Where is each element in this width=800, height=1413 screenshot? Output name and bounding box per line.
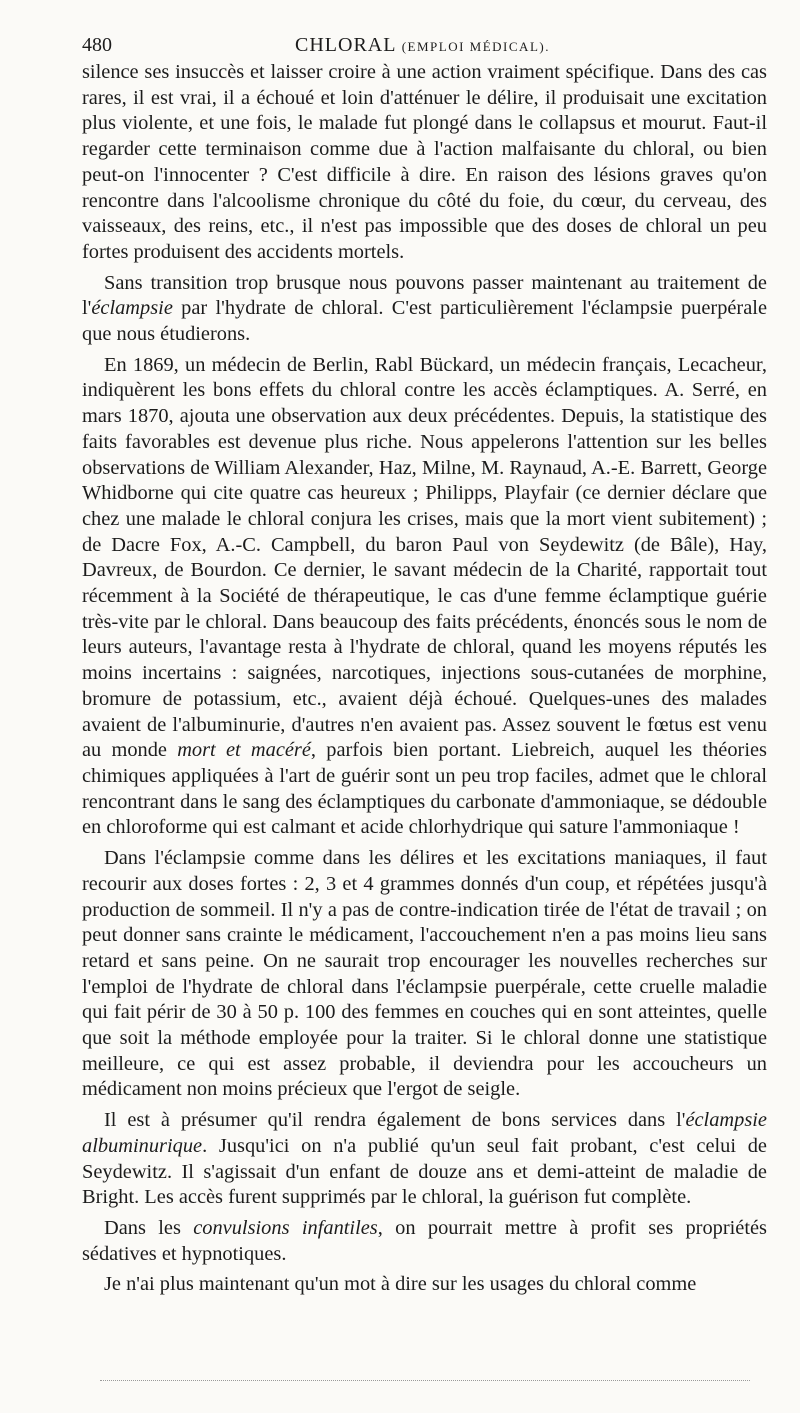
paragraph (82, 60, 767, 266)
text-run: En 1869, un médecin de Berlin, Rabl Bückard, un médecin français, Lecacheur, indiquèrent les bons effets du chloral contre les accès éclamptiques. A. Serré, en mars 1870, ajouta une observation aux deux précédentes. Depuis, la statistique des faits favorables est devenue plus riche. Nous appelerons l'attention sur les belles observations de William Alexander, Haz, Milne, M. Raynaud, A.-E. Barrett, George Whidborne qui cite quatre cas heureux ; Philipps, Playfair (ce dernier déclare que chez une malade le chloral conjura les crises, mais que la mort vient subitement) ; de Dacre Fox, A.-C. Campbell, du baron Paul von Seydewitz (de Bâle), Hay, Davreux, de Bourdon. Ce dernier, le savant médecin de la Charité, rapportait tout récemment à la Société de thérapeutique, le cas d'une femme éclamptique guérie très-vite par le chloral. Dans beaucoup des faits précédents, énoncés sous le nom de leurs auteurs, l'avantage resta à l'hydrate de chloral, quand les moyens réputés les moins incertains : saignées, narcotiques, injections sous-cutanées de morphine, bromure de potassium, etc., avaient déjà échoué. Quelques-unes des malades avaient de l'albuminurie, d'autres n'en avaient pas. Assez souvent le fœtus est venu au monde (82, 353, 767, 762)
text-run: Dans les (104, 1216, 194, 1239)
page-number: 480 (82, 34, 112, 56)
page-body (82, 60, 767, 1298)
text-run: Sans transition trop brusque nous pouvons passer maintenant au traitement de l' (82, 271, 767, 320)
footer-rule (100, 1380, 750, 1381)
italic-term: éclampsie albuminurique (82, 1109, 767, 1157)
paragraph (82, 1108, 767, 1211)
text-run: , parfois bien portant. Liebreich, auquel les théories chimiques appliquées à l'art de guérir sont un peu trop faciles, admet que le chloral rencontrant dans le sang des éclamptiques du carbonate d'ammoniaque, se dédouble en chloroforme qui est calmant et acide chlorhydrique qui sature l'ammoniaque ! (82, 739, 767, 839)
text-run: Dans l'éclampsie comme dans les délires et les excitations maniaques, il faut recourir aux doses fortes : 2, 3 et 4 grammes donnés d'un coup, et répétées jusqu'à production de sommeil. Il n'y a pas de contre-indication tirée de l'état de travail ; on peut donner sans crainte le médicament, l'accouchement n'en a pas moins lieu sans retard et sans peine. On ne saurait trop encourager les nouvelles recherches sur l'emploi de l'hydrate de chloral dans l'éclampsie puerpérale, cette cruelle maladie qui fait périr de 30 à 50 p. 100 des femmes en couches qui en sont atteintes, quelle que soit la méthode employée pour la traiter. Si le chloral donne une statistique meilleure, ce qui est assez probable, il deviendra pour les accoucheurs un médicament non moins précieux que l'ergot de seigle. (82, 847, 767, 1101)
paragraph (82, 1272, 767, 1298)
italic-term: éclampsie (91, 297, 173, 320)
text-run: silence ses insuccès et laisser croire à une action vraiment spécifique. Dans des cas rares, il est vrai, il a échoué et loin d'atténuer le délire, il produisait une excitation plus violente, et une fois, le malade fut plongé dans le collapsus et mourut. Faut-il regarder cette terminaison comme due à l'action malfaisante du chloral, ou bien peut-on l'innocenter ? C'est difficile à dire. En raison des lésions graves qu'on rencontre dans l'alcoolisme chronique du côté du foie, du cœur, du cerveau, des vaisseaux, des reins, etc., il n'est pas impossible que des doses de chloral un peu fortes produisent des accidents mortels. (82, 61, 767, 263)
italic-term: convulsions infantiles (193, 1216, 378, 1239)
text-run: , on pourrait mettre à profit ses propriétés sédatives et hypnotiques. (82, 1216, 767, 1265)
paragraph (82, 846, 767, 1103)
running-title (295, 34, 550, 57)
running-title-main: CHLORAL (295, 34, 396, 56)
paragraph (82, 353, 767, 841)
text-run: . Jusqu'ici on n'a publié qu'un seul fait probant, c'est celui de Seydewitz. Il s'agissait d'un enfant de douze ans et demi-atteint de maladie de Bright. Les accès furent supprimés par le chloral, la guérison fut complète. (82, 1134, 767, 1209)
text-run: par l'hydrate de chloral. C'est particulièrement l'éclampsie puerpérale que nous étudierons. (82, 297, 767, 346)
running-header (82, 30, 767, 60)
paragraph (82, 271, 767, 348)
text-run: Je n'ai plus maintenant qu'un mot à dire sur les usages du chloral comme (104, 1273, 697, 1296)
text-run: Il est à présumer qu'il rendra également de bons services dans l' (104, 1109, 686, 1132)
running-title-subtitle: (EMPLOI MÉDICAL). (401, 39, 550, 54)
paragraph (82, 1216, 767, 1267)
italic-term: mort et macéré (177, 739, 311, 762)
book-page (82, 30, 767, 1298)
